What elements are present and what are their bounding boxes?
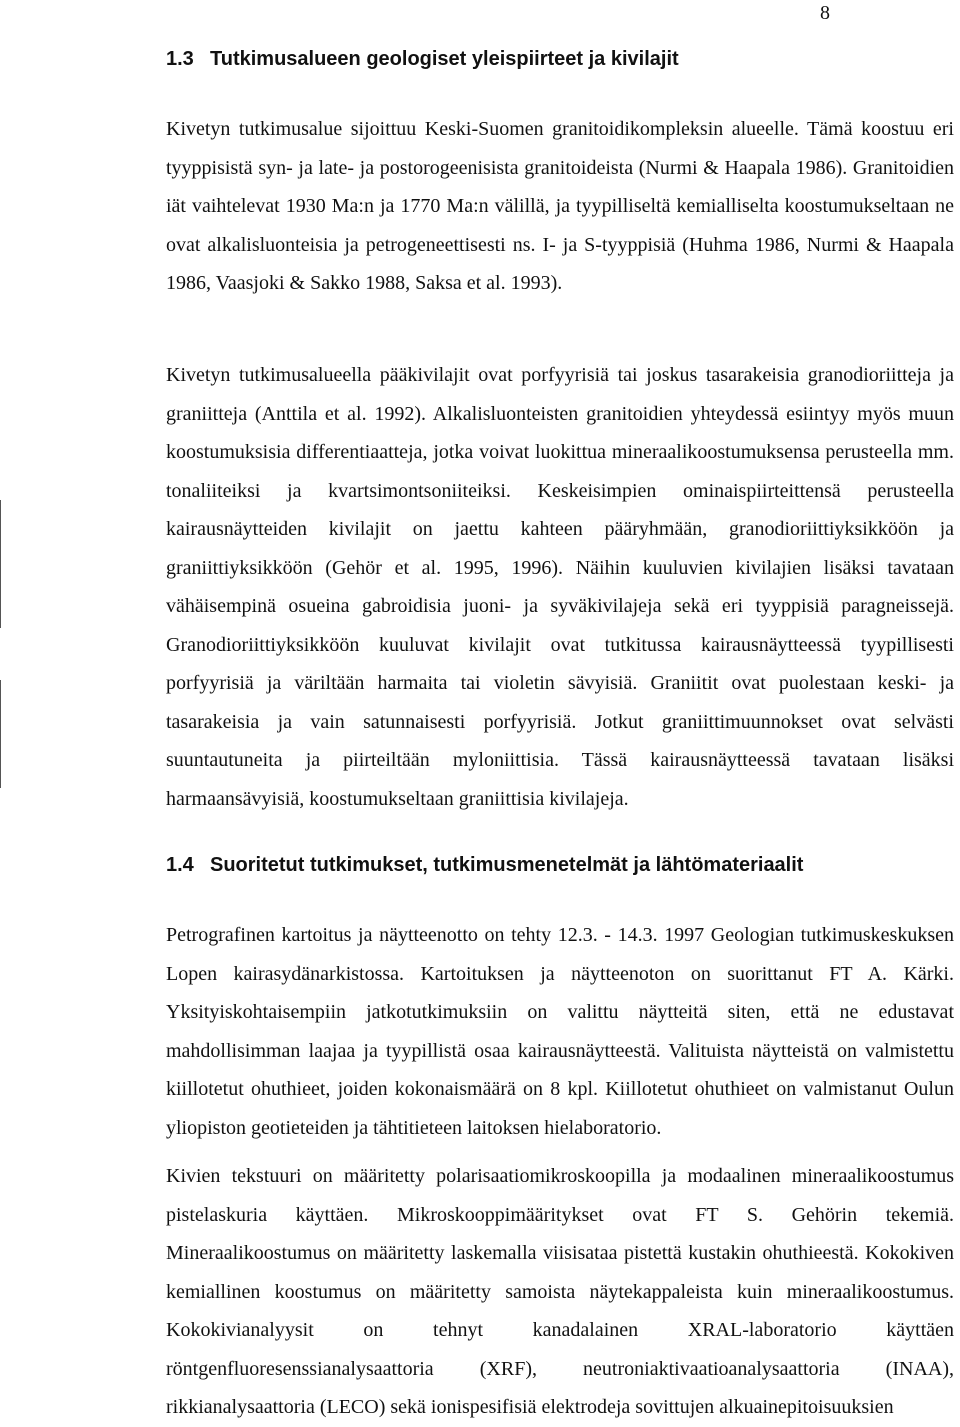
section-title: Tutkimusalueen geologiset yleispiirteet ja kivilajit <box>210 48 679 70</box>
section-heading-1-3 <box>166 48 679 71</box>
section-number: 1.4 <box>166 854 194 876</box>
paragraph-methods: Kivien tekstuuri on määritetty polarisaatiomikroskoopilla ja modaalinen mineraalikoostumus pistelaskuria käyttäen. Mikroskooppimääritykset ovat FT S. Gehörin tekemiä. Mineraalikoostumus on määritetty laskemalla viisisataa pistettä kustakin ohuthieestä. Kokokiven kemiallinen koostumus on määritetty samoista näytekappaleista kuin mineraalikoostumus. Kokokivianalyysit on tehnyt kanadalainen XRAL-laboratorio käyttäen röntgenfluoresenssianalysaattoria (XRF), neutroniaktivaatioanalysaattoria (INAA), rikkianalysaattoria (LECO) sekä ionispesifisiä elektrodeja sovittujen alkuainepitoisuuksien <box>166 1165 954 1418</box>
paragraph-rock-types: Kivetyn tutkimusalueella pääkivilajit ovat porfyyrisiä tai joskus tasarakeisia granodioriitteja ja graniitteja (Anttila et al. 1992). Alkalisluonteisten granitoidien yhteydessä esiintyy myös muun koostumuksisia differentiaatteja, jotka voivat luokittua mineraalikoostumuksensa perusteella mm. tonaliiteiksi ja kvartsimontsoniiteiksi. Keskeisimpien ominaispiirteittensä perusteella kairausnäytteiden kivilajit on jaettu kahteen pääryhmään, granodioriittiyksikköön ja graniittiyksikköön (Gehör et al. 1995, 1996). Näihin kuuluvien kivilajien lisäksi tavataan vähäisempinä osueina gabroidisia juoni- ja syväkivilajeja sekä eri tyyppisiä paragneissejä. Granodioriittiyksikköön kuuluvat kivilajit ovat tutkitussa kairausnäytteessä tyypillisesti porfyyrisiä ja väriltään harmaita tai violetin sävyisiä. Graniitit ovat puolestaan keski- ja tasarakeisia ja vain satunnaisesti porfyyrisiä. Jotkut graniittimuunnokset ovat selvästi suuntautuneita ja piirteiltään myloniittisia. Tässä kairausnäytteessä tavataan lisäksi harmaansävyisiä, koostumukseltaan graniittisia kivilajeja. <box>166 364 954 810</box>
page-number: 8 <box>820 2 830 24</box>
section-heading-1-4 <box>166 854 803 877</box>
scan-margin-mark <box>0 680 1 788</box>
paragraph-sampling: Petrografinen kartoitus ja näytteenotto on tehty 12.3. - 14.3. 1997 Geologian tutkimuskeskuksen Lopen kairasydänarkistossa. Kartoituksen ja näytteenoton on suorittanut FT A. Kärki. Yksityiskohtaisempiin jatkotutkimuksiin on valittu näytteitä siten, että ne edustavat mahdollisimman laajaa ja tyypillistä osaa kairausnäytteestä. Valituista näytteistä on valmistettu kiillotetut ohuthieet, joiden kokonaismäärä on 8 kpl. Kiillotetut ohuthieet on valmistanut Oulun yliopiston geotieteiden ja tähtitieteen laitoksen hielaboratorio. <box>166 924 954 1139</box>
scan-margin-mark <box>0 500 1 628</box>
section-title: Suoritetut tutkimukset, tutkimusmenetelmät ja lähtömateriaalit <box>210 854 804 876</box>
section-number: 1.3 <box>166 48 194 70</box>
paragraph-geology-intro: Kivetyn tutkimusalue sijoittuu Keski-Suomen granitoidikompleksin alueelle. Tämä koostuu eri tyyppisistä syn- ja late- ja postorogeenisista granitoideista (Nurmi & Haapala 1986). Granitoidien iät vaihtelevat 1930 Ma:n ja 1770 Ma:n välillä, ja tyypilliseltä kemialliselta koostumukseltaan ne ovat alkalisluonteisia ja petrogeneettisesti ns. I- ja S-tyyppisiä (Huhma 1986, Nurmi & Haapala 1986, Vaasjoki & Sakko 1988, Saksa et al. 1993). <box>166 118 954 294</box>
